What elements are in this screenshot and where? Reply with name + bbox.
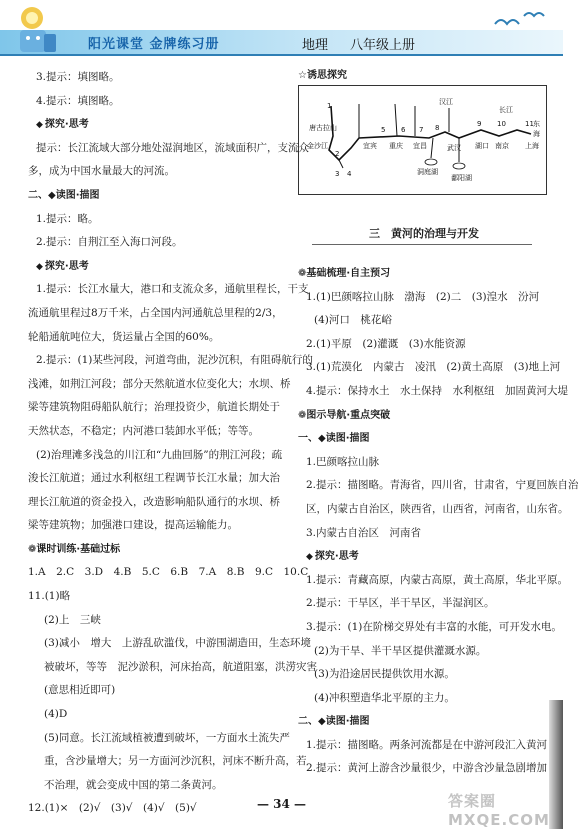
yangtze-diagram — [298, 85, 547, 195]
birds-icon — [490, 6, 550, 36]
text-line: 梁等建筑物阻碍船队航行；治理投资少，航道长期处于 — [28, 401, 280, 414]
diagram-label: 上海 — [525, 142, 539, 150]
text-line: (3)减小 增大 上游乱砍滥伐，中游围湖造田，生态环境 — [44, 637, 311, 650]
text-line: ◆ 探究·思考 — [28, 113, 283, 137]
diagram-label: 洞庭湖 — [417, 168, 438, 176]
diagram-label: 东 — [533, 120, 540, 128]
diagram-label: 湖口 — [475, 142, 489, 150]
header-rule — [0, 54, 563, 56]
diagram-label: 汉江 — [439, 98, 453, 106]
text-line: (3)为沿途居民提供饮用水源。 — [314, 668, 455, 681]
text-line: ◆ 探究·思考 — [298, 545, 548, 569]
text-line: (4)冲积塑造华北平原的主力。 — [314, 691, 455, 704]
diagram-label: 金沙江 — [307, 142, 328, 150]
header-subject: 地理 — [302, 38, 329, 53]
text-line: (4)河口 桃花峪 — [314, 314, 392, 327]
text-line: (2)治理滩多浅急的川江和“九曲回肠”的荆江河段；疏 — [36, 448, 283, 461]
diagram-label: 南京 — [495, 142, 509, 150]
text-line: 3.内蒙古自治区 河南省 — [306, 526, 422, 539]
text-line: 3.提示：填图略。 — [36, 71, 120, 83]
diagram-label: 2 — [335, 150, 340, 158]
watermark: 答案圈 MXQE.COM — [448, 792, 550, 829]
text-line: 轮船通航吨位大，货运量占全国的60%。 — [28, 330, 220, 343]
text-line: ◆ 探究·思考 — [28, 255, 283, 279]
text-line: 3.(1)荒漠化 内蒙古 凌汛 (2)黄土高原 (3)地上河 — [306, 361, 561, 374]
text-line: (2)为干旱、半干旱区提供灌溉水源。 — [314, 644, 487, 657]
header-brand: 阳光课堂 金牌练习册 — [88, 37, 220, 52]
diagram-label: 长江 — [499, 106, 513, 114]
explore-tag: ☆诱思探究 — [298, 70, 347, 81]
diagram-label: 武汉 — [447, 144, 461, 152]
left-column — [28, 66, 317, 821]
text-line: 2.提示：黄河上游含沙量很少，中游含沙量急剧增加 — [306, 762, 548, 775]
text-line: 理长江航道的资金投入，改造影响船队通行的水坝、桥 — [28, 495, 280, 508]
text-line: 二、◆读图·描图 — [28, 189, 100, 201]
text-line: (2)上 三峡 — [44, 613, 101, 626]
chapter-title: 三 黄河的治理与开发 — [369, 227, 479, 240]
right-column — [298, 262, 579, 781]
text-line: 11.(1)略 — [28, 590, 71, 603]
diagram-label: 海 — [533, 130, 540, 138]
text-line: 重，含沙量增大；另一方面河沙沉积，河床不断升高，若 — [44, 755, 307, 768]
text-line: 多，成为中国水量最大的河流。 — [28, 165, 175, 178]
diagram-label: 7 — [419, 126, 424, 134]
text-line: ❁基础梳理·自主预习 — [298, 268, 391, 279]
text-line: 4.提示：填图略。 — [36, 94, 120, 107]
text-line: 1.提示：略。 — [36, 212, 99, 225]
text-line: 4.提示：保持水土 水土保持 水利枢纽 加固黄河大堤 — [306, 384, 569, 397]
text-line: ❁课时训练·基础过标 — [28, 543, 121, 555]
page-header — [0, 0, 563, 58]
text-line: 区，内蒙古自治区，陕西省，山西省，河南省，山东省。 — [306, 502, 569, 515]
text-line: (4)D — [44, 708, 68, 721]
text-line: 天然状态，不稳定；内河港口装卸水平低；等等。 — [28, 424, 259, 437]
text-line: 一、◆读图·描图 — [298, 433, 370, 445]
page-number: — 34 — — [256, 797, 307, 811]
text-line: 3.提示：(1)在阶梯交界处有丰富的水能，可开发水电。 — [306, 620, 562, 633]
yangtze-schematic — [299, 86, 546, 194]
text-line: 1.(1)巴颜喀拉山脉 渤海 (2)二 (3)湟水 汾河 — [306, 290, 540, 303]
diagram-label: 4 — [347, 170, 352, 178]
mascot-logo-icon — [12, 4, 62, 56]
text-line: 2.提示：自荆江至入海口河段。 — [36, 236, 183, 249]
text-line: 2.(1)平原 (2)灌溉 (3)水能资源 — [306, 337, 466, 350]
text-line: 不治理，就会变成中国的第二条黄河。 — [44, 778, 223, 791]
diagram-label: 宜昌 — [413, 142, 427, 150]
text-line: 1.提示：描图略。两条河流都是在中游河段汇入黄河 — [306, 738, 548, 751]
text-line: 浚长江航道；通过水利枢纽工程调节长江水量；加大治 — [28, 472, 280, 485]
text-line: 2.提示：描图略。青海省，四川省，甘肃省，宁夏回族自治 — [306, 479, 579, 492]
diagram-label: 5 — [381, 126, 386, 134]
text-line: 流通航里程过8万千米，占全国内河通航总里程的2/3， — [28, 306, 283, 319]
text-line: 1.提示：青藏高原，内蒙古高原，黄土高原，华北平原。 — [306, 573, 569, 586]
diagram-label: 11 — [525, 120, 534, 128]
text-line: 提示：长江流域大部分地处湿润地区，流域面积广，支流众 — [36, 141, 309, 154]
text-line: 2.提示：干旱区，半干旱区，半湿润区。 — [306, 597, 495, 610]
diagram-label: 10 — [497, 120, 506, 128]
text-line: (5)同意。长江流域植被遭到破坏，一方面水土流失严 — [44, 731, 290, 744]
diagram-label: 6 — [401, 126, 406, 134]
text-line: 1.巴颜喀拉山脉 — [306, 455, 380, 468]
diagram-label: 3 — [335, 170, 340, 178]
text-line: 1.A 2.C 3.D 4.B 5.C 6.B 7.A 8.B 9.C 10.C — [28, 566, 309, 579]
diagram-label: 宜宾 — [363, 142, 377, 150]
chapter-underline — [312, 244, 532, 245]
text-line: 1.提示：长江水量大，港口和支流众多，通航里程长，干支 — [36, 283, 309, 296]
text-line: 12.(1)× (2)√ (3)√ (4)√ (5)√ — [28, 802, 197, 815]
text-line: ❁图示导航·重点突破 — [298, 409, 391, 421]
text-line: 2.提示：(1)某些河段，河道弯曲，泥沙沉积，有阻碍航行的 — [36, 354, 313, 367]
diagram-label: 1 — [327, 102, 332, 110]
diagram-label: 鄱阳湖 — [451, 174, 472, 182]
text-line: 被破坏，等等 泥沙淤积，河床抬高，航道阻塞，洪涝灾害 — [44, 660, 317, 673]
text-line: 二、◆读图·描图 — [298, 716, 370, 728]
text-line: 梁等建筑物；加强港口建设，提高运输能力。 — [28, 519, 238, 532]
diagram-label: 唐古拉山 — [309, 124, 337, 132]
diagram-label: 9 — [477, 120, 482, 128]
diagram-label: 重庆 — [389, 142, 403, 150]
diagram-label: 8 — [435, 124, 440, 132]
text-line: 浅滩，如荆江河段；部分天然航道水位变化大；水坝、桥 — [28, 377, 291, 390]
text-line: (意思相近即可) — [44, 684, 116, 697]
header-grade: 八年级上册 — [350, 38, 416, 53]
header-band — [0, 30, 563, 54]
